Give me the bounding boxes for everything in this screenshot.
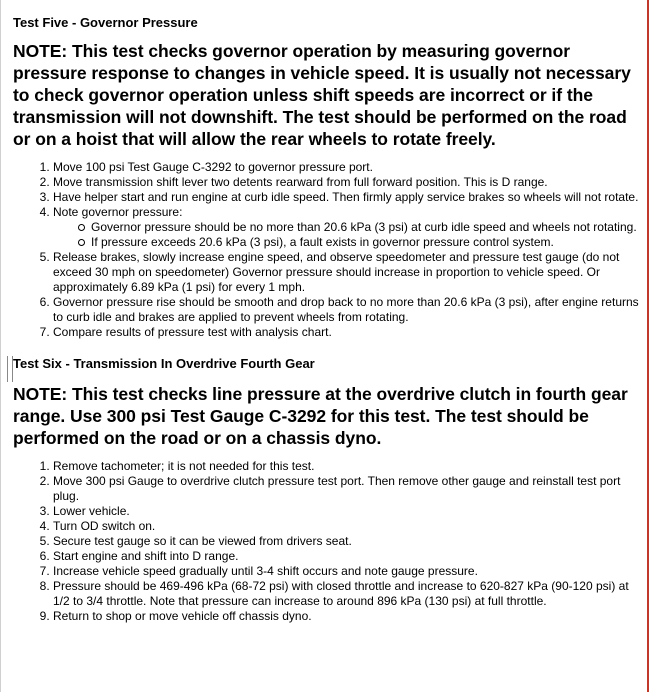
test-six-steps	[13, 459, 643, 624]
list-item: 2. Move transmission shift lever two detents rearward from full forward position. This is D range.	[53, 175, 643, 190]
list-item: 6. Governor pressure rise should be smooth and drop back to no more than 20.6 kPa (3 psi), after engine returns to curb idle and brakes are applied to prevent wheels from rotating.	[53, 295, 643, 325]
list-item: 3. Have helper start and run engine at curb idle speed. Then firmly apply service brakes so wheels will not rotate.	[53, 190, 643, 205]
sub-list-item: If pressure exceeds 20.6 kPa (3 psi), a fault exists in governor pressure control system.	[91, 235, 643, 250]
list-item: 7. Compare results of pressure test with analysis chart.	[53, 325, 643, 340]
list-item: 2. Move 300 psi Gauge to overdrive clutch pressure test port. Then remove other gauge and reinstall test port plug.	[53, 474, 643, 504]
test-five-steps	[13, 160, 643, 340]
list-item: 4. Turn OD switch on.	[53, 519, 643, 534]
list-item-text: Note governor pressure:	[53, 205, 183, 219]
list-item: 5. Release brakes, slowly increase engine speed, and observe speedometer and pressure test gauge (do not exceed 30 mph on speedometer) Governor pressure should increase in proportion to vehicle speed. Or approximately 6.89 kPa (1 psi) for every 1 mph.	[53, 250, 643, 295]
list-item: 6. Start engine and shift into D range.	[53, 549, 643, 564]
test-six-title: Test Six - Transmission In Overdrive Fourth Gear	[13, 356, 315, 371]
test-five-note: NOTE: This test checks governor operation by measuring governor pressure response to changes in vehicle speed. It is usually not necessary to check governor operation unless shift speeds are incorrect or if the transmission will not downshift. The test should be performed on the road or on a hoist that will allow the rear wheels to rotate freely.	[13, 41, 631, 149]
list-item: 8. Pressure should be 469-496 kPa (68-72 psi) with closed throttle and increase to 620-827 kPa (90-120 psi) at 1/2 to 3/4 throttle. Note that pressure can increase to around 896 kPa (130 psi) at full throttle.	[53, 579, 643, 609]
list-item: 9. Return to shop or move vehicle off chassis dyno.	[53, 609, 643, 624]
list-item	[53, 205, 643, 250]
test-six-note: NOTE: This test checks line pressure at the overdrive clutch in fourth gear range. Use 300 psi Test Gauge C-3292 for this test. The test should be performed on the road or on a chassis dyno.	[13, 384, 628, 448]
list-item: 1. Remove tachometer; it is not needed for this test.	[53, 459, 643, 474]
sub-list-item: Governor pressure should be no more than 20.6 kPa (3 psi) at curb idle speed and wheels not rotating.	[91, 220, 643, 235]
test-five-substeps	[53, 220, 643, 250]
document-content	[13, 0, 643, 624]
list-item: 3. Lower vehicle.	[53, 504, 643, 519]
list-item: 5. Secure test gauge so it can be viewed from drivers seat.	[53, 534, 643, 549]
list-item: 1. Move 100 psi Test Gauge C-3292 to governor pressure port.	[53, 160, 643, 175]
list-item: 7. Increase vehicle speed gradually until 3-4 shift occurs and note gauge pressure.	[53, 564, 643, 579]
test-five-title: Test Five - Governor Pressure	[13, 15, 198, 30]
